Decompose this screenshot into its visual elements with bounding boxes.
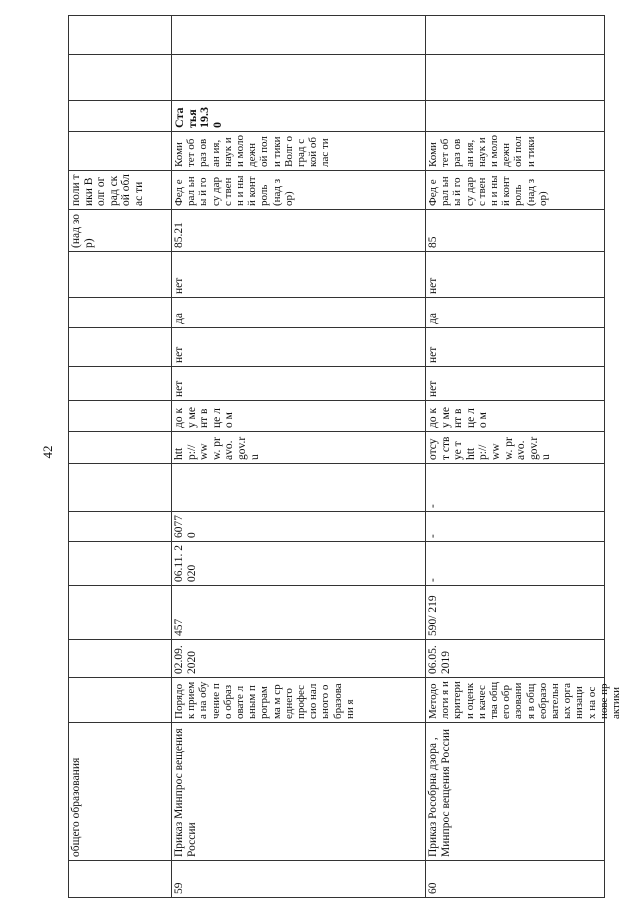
article-number: 85 [427,236,439,248]
header-title-cell [69,723,171,860]
source-link[interactable]: http:// www. pravo. gov.ru [173,436,261,460]
doc-title: Порядок приема на обучение по образовате льным программа м среднего профессио нального образовани я [173,681,356,719]
doc-date: 02.09. 2020 [173,645,198,674]
header-note-text: поли тики Волг оград ской облас ти [70,174,145,206]
column-separator [68,15,605,16]
control-authority: Фед ерал ьны й госу дарс твен н и ный конт роль (над зор) [173,175,295,206]
row60-flag4-cell [426,252,604,297]
header-title-text: общего образования [70,757,82,857]
table-border [604,15,605,898]
control-authority: Фед ерал ьны й госу дарс твен н и ный конт роль (над зор) [427,175,549,206]
row-number: 59 [173,882,185,894]
row60-regdate-cell [426,542,604,585]
row59-status-cell [172,401,425,431]
flag-value: нет [173,346,185,363]
row60-authority-cell [426,171,604,209]
row60-num-cell [426,861,604,897]
row60-link-cell [426,432,604,463]
row59-flag2-cell [172,328,425,366]
scope-status: до ку ме нт в це ло м [427,406,490,428]
row59-regdate-cell [172,542,425,585]
row59-note-cell [172,132,425,170]
source-link[interactable]: отсут ствуе т http:// www. pravo. gov.ru [427,436,553,460]
row59-article-cell [172,210,425,251]
row60-status-cell [426,401,604,431]
table-border [68,897,605,898]
row59-number-cell [172,586,425,639]
header-authority-text: (над зор) [70,213,95,248]
doc-type: Приказ Минпрос вещения России [173,728,198,857]
responsible-body: Коми тет образ ован ия, наук и и моло дежн ой поли тики Волг оград ской облас ти [173,135,332,167]
row59-num-cell [172,861,425,897]
article-number: 85.21 [173,222,185,248]
row59-flag1-cell [172,367,425,400]
row59-flag4-cell [172,252,425,297]
flag-value: нет [173,277,185,294]
flag-value: нет [427,346,439,363]
row59-doctype-cell [172,723,425,860]
row60-date-cell [426,640,604,677]
page-number: 42 [40,445,55,459]
row60-empty-cell [426,464,604,511]
row59-flag3-cell [172,298,425,327]
flag-value: да [173,313,185,324]
row59-empty-cell [172,464,425,511]
row60-flag2-cell [426,328,604,366]
registration-date: 06.11. 2020 [173,545,198,582]
header-authority-cell [69,210,171,251]
doc-title: Методологи я и критерии оценки качества общего образования в общеобразо вательных организаци х на основе практики [427,681,623,719]
empty-value [172,464,425,511]
row59-date-cell [172,640,425,677]
row60-flag3-cell [426,298,604,327]
responsible-body: Коми тет образ ован ия, наук и и моло дежн ой поли тики [427,135,537,167]
flag-value: нет [173,380,185,397]
row60-doctype-cell [426,723,604,860]
row59-penalty-cell [172,101,425,131]
flag-value: нет [427,277,439,294]
empty-value: - [427,504,439,508]
scope-status: до ку ме нт в це ло м [173,406,236,428]
doc-date: 06.05. 2019 [427,645,452,674]
registration-date: - [427,578,439,582]
header-note-cell [69,171,171,209]
registration-number: - [427,534,439,538]
row-number: 60 [427,882,439,894]
column-separator [68,54,605,55]
flag-value: да [427,313,439,324]
penalty-article: Ста тья 19.3 0 [172,107,224,128]
doc-number: 590/ 219 [427,595,439,636]
row60-flag1-cell [426,367,604,400]
row59-title-cell [172,678,425,722]
registration-number: 60770 [173,515,198,538]
row60-number-cell [426,586,604,639]
doc-type: Приказ Рособрна дзора , Минпрос вещения России [427,728,452,857]
row59-authority-cell [172,171,425,209]
row60-regnum-cell [426,512,604,541]
flag-value: нет [427,380,439,397]
row60-note-cell [426,132,604,170]
doc-number: 457 [173,618,185,636]
row59-regnum-cell [172,512,425,541]
row59-link-cell [172,432,425,463]
row60-article-cell [426,210,604,251]
row60-title-cell [426,678,623,722]
